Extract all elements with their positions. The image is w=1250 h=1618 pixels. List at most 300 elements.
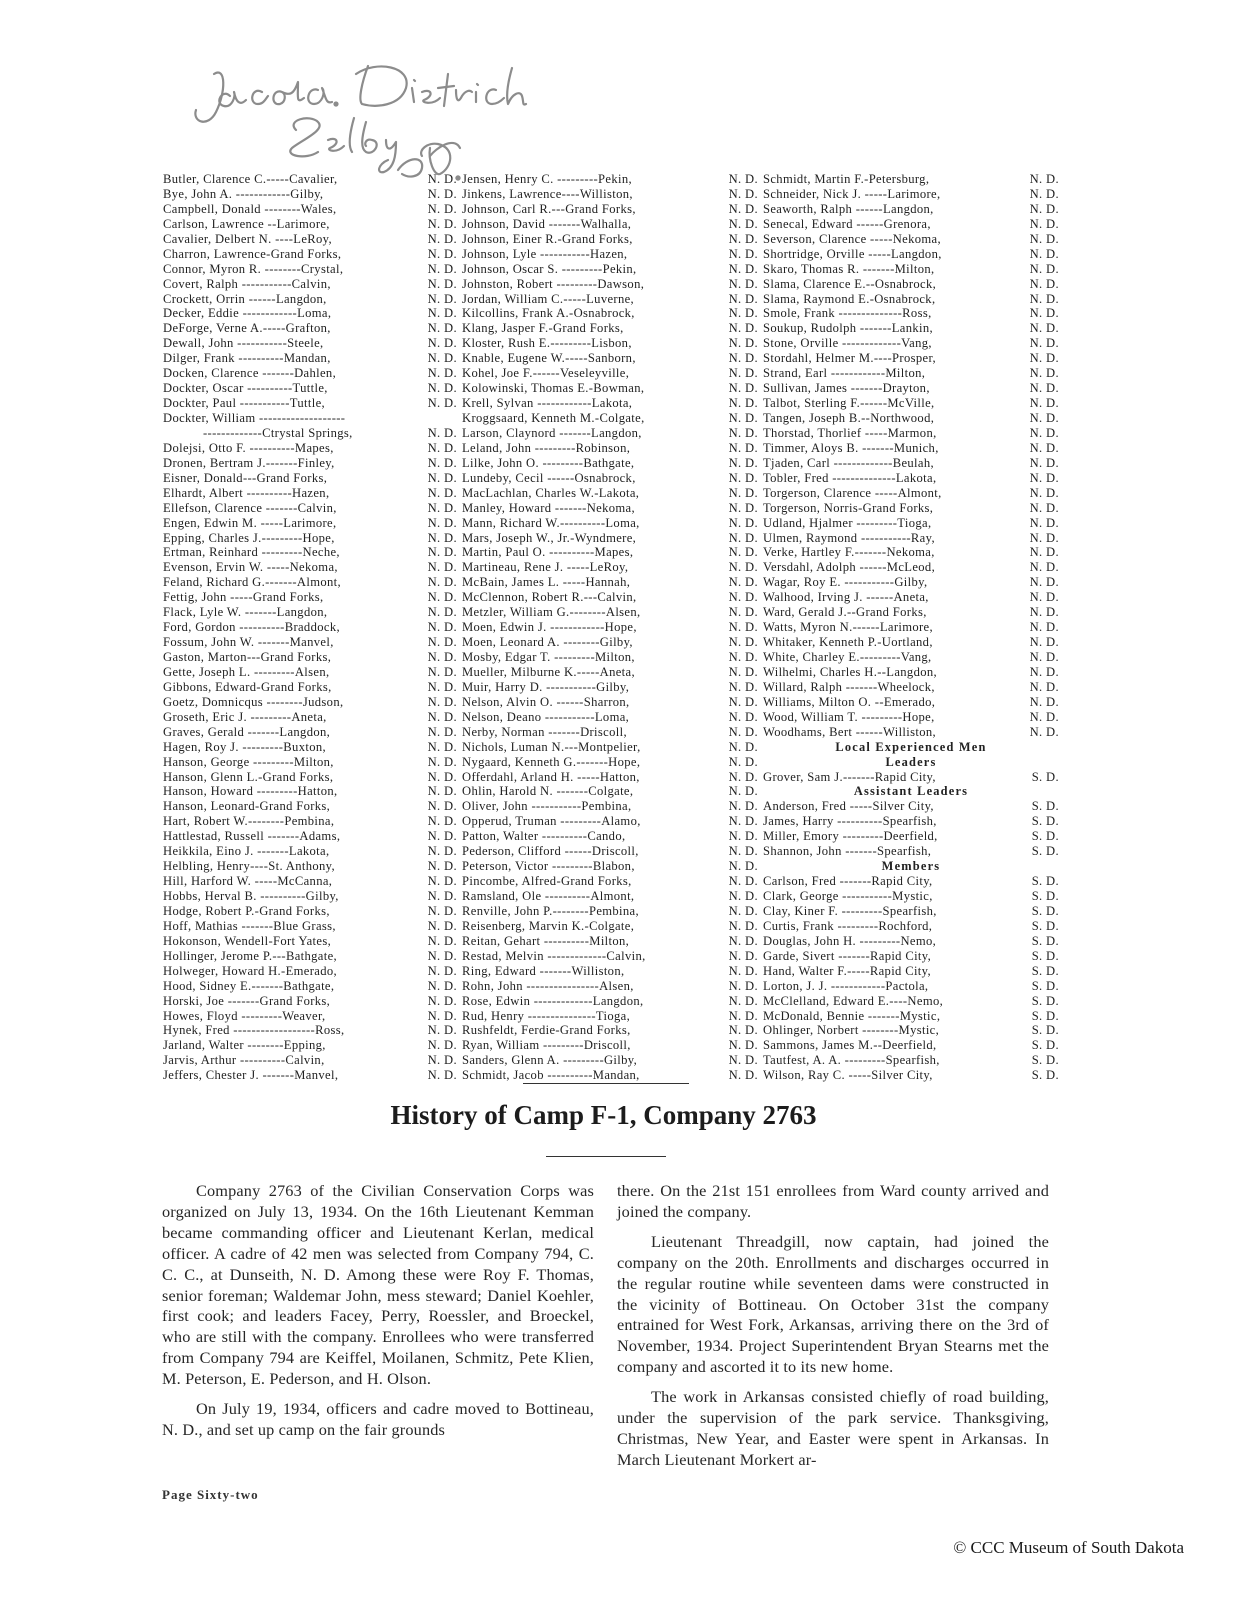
roster-entry-state: N. D. [1029, 336, 1059, 351]
roster-entry-name: Johnson, Lyle -----------Hazen, [462, 246, 628, 261]
roster-entry-state: N. D. [728, 874, 758, 889]
roster-entry [163, 516, 457, 531]
roster-entry [462, 1023, 758, 1038]
roster-entry-name: Peterson, Victor ---------Blabon, [462, 859, 635, 874]
roster-entry [163, 934, 457, 949]
roster-entry [763, 979, 1059, 994]
roster-entry-state: N. D. [728, 231, 758, 246]
roster-entry [163, 306, 457, 321]
roster-entry-state: N. D. [427, 650, 457, 664]
roster-entry-name: Graves, Gerald -------Langdon, [163, 724, 331, 739]
roster-entry-state: N. D. [427, 844, 457, 859]
roster-entry [462, 740, 758, 755]
roster-entry-state: N. D. [1029, 396, 1059, 411]
roster-entry [763, 381, 1059, 396]
roster-entry [763, 994, 1059, 1009]
roster-entry [462, 441, 758, 456]
roster-entry-name: Kloster, Rush E.---------Lisbon, [462, 336, 632, 351]
roster-entry [462, 1009, 758, 1024]
roster-entry [163, 964, 457, 979]
roster-entry-state: N. D. [728, 799, 758, 814]
roster-entry-name: Ford, Gordon ----------Braddock, [163, 620, 340, 635]
roster-entry [163, 336, 457, 351]
roster-entry-name: DeForge, Verne A.-----Grafton, [163, 321, 331, 336]
roster-entry-name: Knable, Eugene W.-----Sanborn, [462, 351, 636, 366]
roster-entry-state: S. D. [1031, 844, 1059, 859]
roster-entry-state: N. D. [427, 993, 457, 1008]
roster-entry-state: N. D. [1029, 425, 1059, 440]
roster-entry-state: N. D. [728, 590, 758, 605]
roster-entry-state: N. D. [728, 709, 758, 724]
roster-entry-state: N. D. [728, 201, 758, 216]
roster-entry-name: Johnson, Carl R.---Grand Forks, [462, 201, 636, 216]
roster-entry-name: Thorstad, Thorlief -----Marmon, [763, 425, 937, 440]
roster-entry-state: N. D. [427, 918, 457, 933]
roster-entry-name: Moen, Edwin J. ------------Hope, [462, 620, 637, 635]
roster-entry-name: Schneider, Nick J. -----Larimore, [763, 186, 941, 201]
roster-entry [163, 277, 457, 292]
roster-entry-state: N. D. [427, 575, 457, 590]
roster-entry [462, 964, 758, 979]
roster-entry-state: S. D. [1031, 918, 1059, 933]
roster-entry [163, 605, 457, 620]
roster-entry-name: Johnston, Robert ---------Dawson, [462, 276, 645, 291]
roster-entry-state: N. D. [728, 724, 758, 739]
roster-entry-state: N. D. [427, 500, 457, 515]
roster-entry-state: N. D. [1029, 291, 1059, 306]
roster-entry-state: N. D. [427, 425, 457, 440]
roster-entry-state: N. D. [1029, 650, 1059, 664]
roster-entry-state: S. D. [1031, 1068, 1059, 1083]
roster-entry-name: Holweger, Howard H.-Emerado, [163, 963, 338, 978]
roster-entry-name: Rushfeldt, Ferdie-Grand Forks, [462, 1023, 631, 1038]
roster-entry-state: N. D. [1029, 440, 1059, 455]
roster-entry-name: Torgerson, Norris-Grand Forks, [763, 500, 934, 515]
roster-entry-state: N. D. [728, 903, 758, 918]
roster-entry-name: Docken, Clarence -------Dahlen, [163, 366, 337, 381]
roster-entry [462, 575, 758, 590]
roster-entry-state: N. D. [1029, 231, 1059, 246]
roster-entry-state: N. D. [728, 679, 758, 694]
roster-entry [763, 770, 1059, 785]
roster-entry [462, 560, 758, 575]
roster-entry-name: Wagar, Roy E. -----------Gilby, [763, 575, 928, 590]
roster-entry-state: N. D. [427, 336, 457, 351]
roster-entry [163, 665, 457, 680]
roster-entry [462, 1053, 758, 1068]
roster-entry-state: N. D. [728, 321, 758, 336]
roster-entry-name: Nygaard, Kenneth G.-------Hope, [462, 754, 641, 769]
roster-entry [163, 770, 457, 785]
roster-entry-state: N. D. [728, 366, 758, 381]
roster-entry-name: McClelland, Edward E.----Nemo, [763, 993, 944, 1008]
roster-entry-name: Smole, Frank --------------Ross, [763, 306, 932, 321]
roster-entry [763, 889, 1059, 904]
roster-entry [763, 277, 1059, 292]
roster-entry-name: Jarland, Walter --------Epping, [163, 1038, 326, 1053]
roster-entry-name: Wilhelmi, Charles H.--Langdon, [763, 664, 938, 679]
roster-entry [163, 949, 457, 964]
roster-entry [163, 560, 457, 575]
roster-entry [163, 321, 457, 336]
roster-entry-state: N. D. [728, 993, 758, 1008]
roster-entry-name: Slama, Clarence E.--Osnabrock, [763, 276, 937, 291]
roster-entry [462, 799, 758, 814]
roster-entry [763, 575, 1059, 590]
roster-entry-state: N. D. [728, 635, 758, 650]
roster-entry-state: N. D. [427, 1068, 457, 1083]
roster-entry-name: Miller, Emory ---------Deerfield, [763, 829, 938, 844]
roster-entry-name: Mosby, Edgar T. ---------Milton, [462, 650, 635, 664]
title-divider-top [523, 1083, 689, 1084]
roster-entry-name: Horski, Joe -------Grand Forks, [163, 993, 331, 1008]
roster-entry [763, 799, 1059, 814]
roster-entry-name: Ring, Edward -------Williston, [462, 963, 625, 978]
roster-entry-name: Strand, Earl ------------Milton, [763, 366, 926, 381]
roster-entry-state: N. D. [728, 172, 758, 186]
roster-entry-name: Ryan, William ---------Driscoll, [462, 1038, 631, 1053]
roster-entry-name: Schmidt, Martin F.-Petersburg, [763, 172, 930, 186]
roster-entry [763, 441, 1059, 456]
roster-entry-name: Sammons, James M.--Deerfield, [763, 1038, 937, 1053]
roster-entry [163, 411, 457, 426]
roster-entry-state: N. D. [728, 784, 758, 799]
roster-entry [763, 366, 1059, 381]
roster-entry-state: N. D. [427, 963, 457, 978]
roster-entry [163, 740, 457, 755]
roster-entry-state: N. D. [427, 620, 457, 635]
roster-entry-state: N. D. [728, 485, 758, 500]
roster-entry [462, 919, 758, 934]
roster-entry-state: N. D. [728, 918, 758, 933]
roster-entry-state: N. D. [427, 709, 457, 724]
roster-entry [763, 471, 1059, 486]
roster-entry [763, 934, 1059, 949]
roster-entry-state: N. D. [427, 216, 457, 231]
roster-entry [163, 172, 457, 187]
roster-entry [163, 531, 457, 546]
roster-entry-name: Moen, Leonard A. --------Gilby, [462, 635, 633, 650]
roster-entry-name: Dockter, Paul -----------Tuttle, [163, 396, 326, 411]
roster-entry-name: Lilke, John O. ---------Bathgate, [462, 455, 635, 470]
roster-entry-state: N. D. [728, 1053, 758, 1068]
roster-entry-state: N. D. [728, 1038, 758, 1053]
roster-entry-name: Carlson, Fred -------Rapid City, [763, 874, 933, 889]
roster-entry-state: N. D. [1029, 381, 1059, 396]
roster-entry-state: N. D. [427, 366, 457, 381]
roster-entry-name: Talbot, Sterling F.------McVille, [763, 396, 935, 411]
article-title: History of Camp F-1, Company 2763 [390, 1100, 817, 1130]
roster-entry-state: N. D. [1029, 366, 1059, 381]
roster-entry [163, 979, 457, 994]
roster-entry [462, 366, 758, 381]
roster-entry-state: N. D. [728, 515, 758, 530]
roster-entry [462, 187, 758, 202]
roster-entry-name: Martin, Paul O. ----------Mapes, [462, 545, 634, 560]
roster-entry-state: N. D. [728, 739, 758, 754]
roster-entry-name: -------------Ctrystal Springs, [203, 425, 353, 440]
roster-entry-name: Gette, Joseph L. ---------Alsen, [163, 664, 330, 679]
roster-entry-state: N. D. [427, 874, 457, 889]
roster-entry [462, 381, 758, 396]
roster-entry-name: Pederson, Clifford ------Driscoll, [462, 844, 639, 859]
roster-entry [763, 710, 1059, 725]
roster-entry [163, 501, 457, 516]
roster-entry-state: N. D. [427, 231, 457, 246]
roster-entry-name: Jinkens, Lawrence----Williston, [462, 186, 633, 201]
roster-entry [163, 650, 457, 665]
roster-entry-state: N. D. [427, 515, 457, 530]
roster-entry-state: N. D. [427, 754, 457, 769]
roster-entry-state: N. D. [728, 605, 758, 620]
article-column-left [162, 1181, 594, 1450]
roster-entry-name: Ohlinger, Norbert --------Mystic, [763, 1023, 940, 1038]
roster-entry [462, 979, 758, 994]
roster-entry-name: Engen, Edwin M. -----Larimore, [163, 515, 337, 530]
roster-entry-name: Curtis, Frank ---------Rochford, [763, 918, 933, 933]
roster-entry-name: Groseth, Eric J. ---------Aneta, [163, 709, 327, 724]
roster-entry [163, 859, 457, 874]
roster-entry-name: Dolejsi, Otto F. ----------Mapes, [163, 440, 334, 455]
roster-entry-name: Cavalier, Delbert N. ----LeRoy, [163, 231, 332, 246]
roster-entry-state: N. D. [728, 754, 758, 769]
roster-entry [163, 217, 457, 232]
page-number: Page Sixty-two [162, 1487, 259, 1502]
roster-entry-state: N. D. [728, 545, 758, 560]
roster-entry [763, 725, 1059, 740]
roster-entry-state: N. D. [1029, 560, 1059, 575]
roster-entry [763, 919, 1059, 934]
roster-section-heading: Assistant Leaders [853, 784, 969, 799]
roster-entry [763, 590, 1059, 605]
roster-entry-state: N. D. [728, 381, 758, 396]
roster-entry [462, 456, 758, 471]
roster-entry-name: Hokonson, Wendell-Fort Yates, [163, 933, 332, 948]
roster-entry-name: Ramsland, Ole ----------Almont, [462, 889, 635, 903]
roster-entry [763, 695, 1059, 710]
roster-entry-name: Heikkila, Eino J. -------Lakota, [163, 844, 330, 859]
roster-entry-state: N. D. [1029, 694, 1059, 709]
roster-entry [462, 232, 758, 247]
roster-entry-name: Muir, Harry D. -----------Gilby, [462, 679, 630, 694]
roster-entry-state: N. D. [427, 276, 457, 291]
roster-entry-name: Reitan, Gehart ----------Milton, [462, 933, 630, 948]
roster-entry-name: Ohlin, Harold N. -------Colgate, [462, 784, 634, 799]
roster-entry-name: Williams, Milton O. --Emerado, [763, 694, 936, 709]
roster-entry-state: N. D. [427, 396, 457, 411]
roster-entry-state: S. D. [1031, 814, 1059, 829]
roster-entry [763, 292, 1059, 307]
roster-entry-state: N. D. [1029, 470, 1059, 485]
roster-entry-name: Slama, Raymond E.-Osnabrock, [763, 291, 936, 306]
roster-entry-state: N. D. [427, 590, 457, 605]
roster-entry-state: N. D. [427, 933, 457, 948]
roster-entry-name: Goetz, Domnicqus --------Judson, [163, 694, 344, 709]
roster-entry-state: N. D. [728, 963, 758, 978]
roster-entry-name: Wilson, Ray C. -----Silver City, [763, 1068, 933, 1083]
roster-entry-state: N. D. [1029, 575, 1059, 590]
roster-entry-state: S. D. [1031, 948, 1059, 963]
roster-entry [163, 784, 457, 799]
roster-entry-name: Hood, Sidney E.-------Bathgate, [163, 978, 335, 993]
roster-entry-name: Hanson, Leonard-Grand Forks, [163, 799, 331, 814]
roster-entry [163, 262, 457, 277]
roster-entry [163, 994, 457, 1009]
roster-entry [763, 1038, 1059, 1053]
roster-entry-name: Elhardt, Albert ----------Hazen, [163, 485, 330, 500]
roster-entry [462, 949, 758, 964]
roster-entry [163, 232, 457, 247]
roster-entry-state: N. D. [427, 470, 457, 485]
roster-entry-name: MacLachlan, Charles W.-Lakota, [462, 485, 640, 500]
roster-entry-name: Dewall, John -----------Steele, [163, 336, 324, 351]
roster-entry-state: N. D. [1029, 351, 1059, 366]
roster-entry-name: Mann, Richard W.----------Loma, [462, 515, 640, 530]
roster-entry-state: N. D. [728, 351, 758, 366]
roster-entry [763, 516, 1059, 531]
roster-entry-state: N. D. [427, 679, 457, 694]
roster-entry [462, 501, 758, 516]
roster-entry-name: Decker, Eddie ------------Loma, [163, 306, 332, 321]
roster-entry-name: Hand, Walter F.-----Rapid City, [763, 963, 931, 978]
roster-entry-state: N. D. [1029, 261, 1059, 276]
roster-entry [763, 650, 1059, 665]
roster-entry [763, 844, 1059, 859]
roster-entry [763, 456, 1059, 471]
roster-entry-name: Bye, John A. ------------Gilby, [163, 186, 324, 201]
roster-entry-state: N. D. [427, 739, 457, 754]
roster-entry-name: McClennon, Robert R.---Calvin, [462, 590, 637, 605]
roster-entry-state: S. D. [1031, 1053, 1059, 1068]
roster-entry-name: Skaro, Thomas R. -------Milton, [763, 261, 935, 276]
roster-entry [462, 829, 758, 844]
roster-entry [163, 486, 457, 501]
roster-entry [763, 306, 1059, 321]
roster-entry-state: N. D. [728, 889, 758, 903]
roster-entry-name: Hoff, Mathias -------Blue Grass, [163, 918, 336, 933]
roster-entry [763, 949, 1059, 964]
roster-entry [763, 531, 1059, 546]
roster-entry-name: Nerby, Norman -------Driscoll, [462, 724, 627, 739]
roster-entry [763, 1009, 1059, 1024]
roster-entry-state: N. D. [427, 381, 457, 396]
roster-entry-name: Dockter, William ------------------- [163, 411, 346, 425]
roster-entry [763, 411, 1059, 426]
roster-entry [462, 321, 758, 336]
roster-entry-state: N. D. [427, 246, 457, 261]
roster-entry-state: S. D. [1031, 963, 1059, 978]
roster-entry-name: Offerdahl, Arland H. -----Hatton, [462, 769, 640, 784]
roster-entry-name: White, Charley E.---------Vang, [763, 650, 932, 664]
roster-entry-name: Pincombe, Alfred-Grand Forks, [462, 874, 632, 889]
roster-entry-state: N. D. [427, 261, 457, 276]
roster-entry [163, 292, 457, 307]
roster-entry-state: N. D. [728, 261, 758, 276]
roster-entry-name: Nichols, Luman N.---Montpelier, [462, 739, 641, 754]
roster-entry-name: Kolowinski, Thomas E.-Bowman, [462, 381, 645, 396]
roster-entry-name: Tjaden, Carl -------------Beulah, [763, 455, 934, 470]
roster-entry [163, 1009, 457, 1024]
roster-entry [462, 994, 758, 1009]
roster-entry [163, 874, 457, 889]
roster-entry-name: Dronen, Bertram J.-------Finley, [163, 455, 335, 470]
roster-entry [763, 217, 1059, 232]
roster-entry-state: N. D. [427, 784, 457, 799]
roster-entry [462, 695, 758, 710]
roster-entry-state: N. D. [1029, 590, 1059, 605]
roster-entry-state: S. D. [1031, 799, 1059, 814]
roster-entry-state: N. D. [1029, 679, 1059, 694]
roster-entry [163, 755, 457, 770]
roster-entry-state: N. D. [728, 186, 758, 201]
roster-entry-name: Hanson, Howard ---------Hatton, [163, 784, 338, 799]
roster-entry-state: N. D. [427, 903, 457, 918]
roster-entry [462, 680, 758, 695]
roster-entry-name: Torgerson, Clarence -----Almont, [763, 485, 942, 500]
roster-entry-state: N. D. [728, 1023, 758, 1038]
roster-entry [763, 560, 1059, 575]
roster-entry [163, 814, 457, 829]
roster-entry-name: Opperud, Truman ---------Alamo, [462, 814, 641, 829]
roster-entry-state: N. D. [427, 889, 457, 903]
roster-entry-state: N. D. [427, 440, 457, 455]
roster-entry-name: Grover, Sam J.-------Rapid City, [763, 769, 936, 784]
roster-entry-state: N. D. [1029, 411, 1059, 425]
roster-entry-name: Timmer, Aloys B. -------Munich, [763, 440, 939, 455]
roster-entry [163, 680, 457, 695]
roster-entry [163, 1068, 457, 1083]
roster-entry-name: Hanson, Glenn L.-Grand Forks, [163, 769, 334, 784]
roster-entry-name: Walhood, Irving J. ------Aneta, [763, 590, 929, 605]
roster-entry-state: N. D. [427, 545, 457, 560]
title-divider-bottom [546, 1156, 666, 1157]
roster-entry [763, 396, 1059, 411]
roster-entry-state: N. D. [1029, 515, 1059, 530]
roster-entry-state: N. D. [728, 694, 758, 709]
roster-entry-name: Seaworth, Ralph ------Langdon, [763, 201, 934, 216]
roster-entry [163, 710, 457, 725]
roster-entry-state: N. D. [728, 246, 758, 261]
roster-entry [763, 172, 1059, 187]
roster-entry-name: Manley, Howard -------Nekoma, [462, 500, 635, 515]
roster-entry-name: James, Harry ----------Spearfish, [763, 814, 937, 829]
roster-entry-name: Hart, Robert W.--------Pembina, [163, 814, 335, 829]
roster-entry [763, 202, 1059, 217]
roster-entry-name: Restad, Melvin -------------Calvin, [462, 948, 646, 963]
roster-entry-state: N. D. [728, 336, 758, 351]
roster-entry-name: Lundeby, Cecil ------Osnabrock, [462, 470, 636, 485]
roster-entry [163, 799, 457, 814]
copyright-notice: © CCC Museum of South Dakota [953, 1538, 1184, 1557]
roster-entry [462, 665, 758, 680]
roster-entry-name: Feland, Richard G.-------Almont, [163, 575, 342, 590]
roster-column-1 [163, 172, 457, 1083]
roster-entry-name: Reisenberg, Marvin K.-Colgate, [462, 918, 635, 933]
roster-entry-state: N. D. [427, 560, 457, 575]
roster-entry [763, 665, 1059, 680]
roster-entry-state: N. D. [728, 650, 758, 664]
roster-entry [163, 889, 457, 904]
roster-entry-state: N. D. [728, 844, 758, 859]
roster-entry [462, 904, 758, 919]
roster-entry [462, 590, 758, 605]
roster-entry-name: Senecal, Edward ------Grenora, [763, 216, 931, 231]
roster-entry-name: Mars, Joseph W., Jr.-Wyndmere, [462, 530, 637, 545]
signature-drawing [186, 52, 566, 182]
roster-entry-name: Hattlestad, Russell -------Adams, [163, 829, 341, 844]
roster-entry [462, 351, 758, 366]
roster-entry-name: Mueller, Milburne K.-----Aneta, [462, 664, 635, 679]
